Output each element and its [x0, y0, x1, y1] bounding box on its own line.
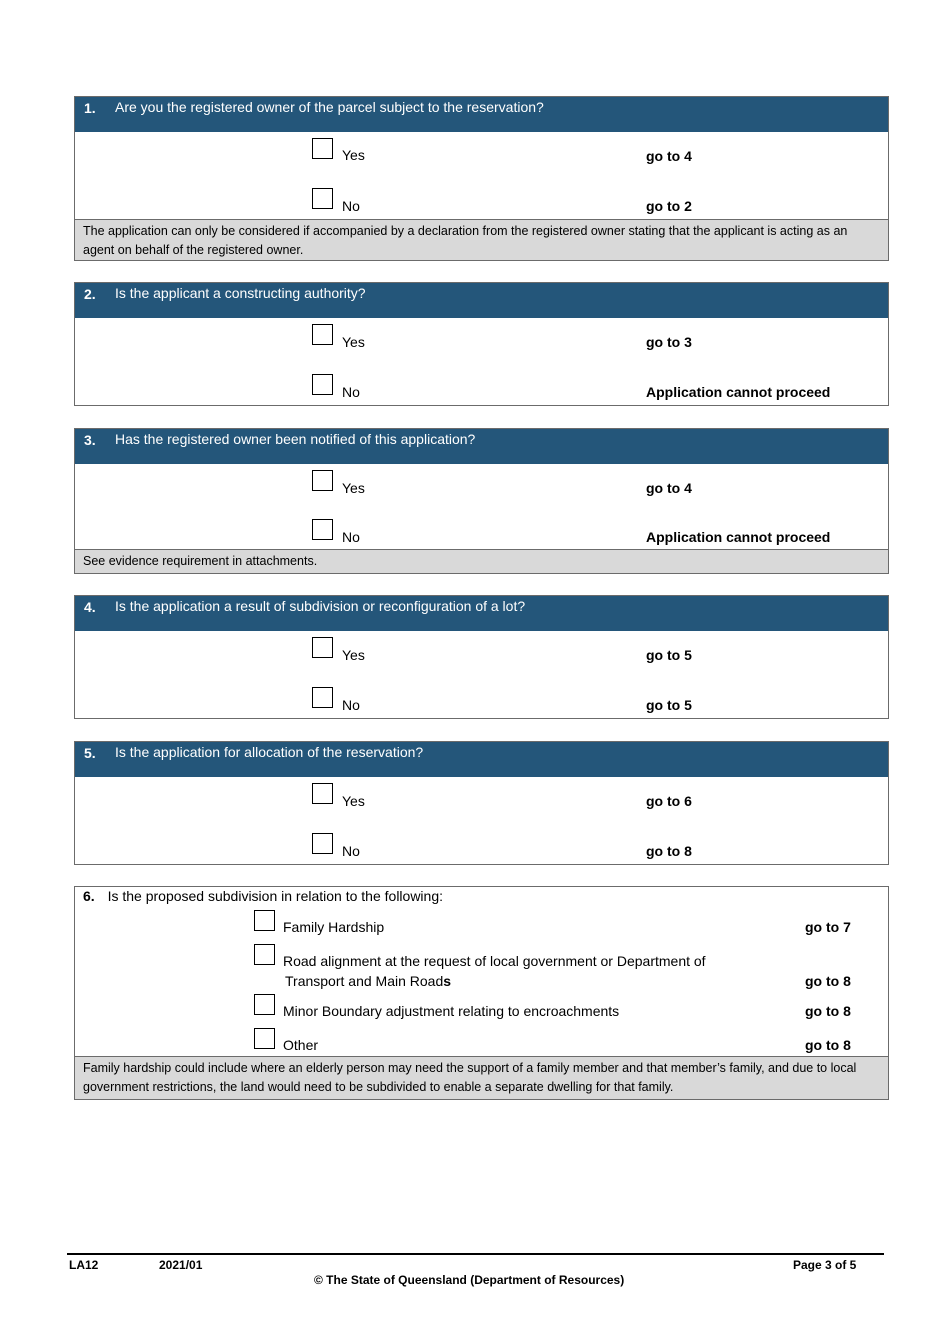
question-text: Is the application a result of subdivision or reconfiguration of a lot?: [115, 598, 526, 614]
goto-instruction: go to 8: [805, 1003, 851, 1019]
question-4: [74, 595, 889, 719]
no-label: No: [342, 697, 360, 713]
yes-checkbox[interactable]: [312, 637, 333, 658]
goto-instruction: go to 8: [805, 1037, 851, 1053]
no-label: No: [342, 843, 360, 859]
yes-label: Yes: [342, 480, 365, 496]
goto-instruction: go to 2: [646, 198, 692, 214]
other-label: Other: [283, 1037, 319, 1053]
goto-instruction: go to 6: [646, 793, 692, 809]
yes-checkbox[interactable]: [312, 324, 333, 345]
road-alignment-label-suffix: s: [443, 973, 452, 989]
question-5-header: [75, 742, 888, 777]
goto-instruction: go to 5: [646, 697, 692, 713]
question-text: Is the applicant a constructing authority?: [115, 285, 366, 301]
question-2: [74, 282, 889, 406]
question-3-header: [75, 429, 888, 464]
yes-checkbox[interactable]: [312, 470, 333, 491]
yes-label: Yes: [342, 647, 365, 663]
page-number: Page 3 of 5: [793, 1258, 857, 1272]
no-checkbox[interactable]: [312, 188, 333, 209]
question-text: Is the proposed subdivision in relation to the following:: [107, 888, 444, 904]
family-hardship-label: Family Hardship: [283, 919, 385, 935]
question-text: Are you the registered owner of the parcel subject to the reservation?: [115, 99, 544, 115]
question-number: 1.: [84, 100, 96, 116]
question-note: The application can only be considered if accompanied by a declaration from the registered owner stating that the applicant is acting as an agent on behalf of the registered owner.: [75, 219, 888, 260]
question-3: [74, 428, 889, 574]
question-text: Has the registered owner been notified of this application?: [115, 431, 476, 447]
goto-instruction: go to 8: [805, 973, 851, 989]
no-label: No: [342, 529, 360, 545]
form-code: LA12: [69, 1258, 99, 1272]
question-number: 4.: [84, 599, 96, 615]
goto-instruction: go to 4: [646, 480, 692, 496]
question-6-header: [83, 888, 443, 904]
goto-instruction: go to 7: [805, 919, 851, 935]
no-checkbox[interactable]: [312, 374, 333, 395]
yes-label: Yes: [342, 147, 365, 163]
goto-instruction: go to 8: [646, 843, 692, 859]
road-alignment-label-line2: [285, 973, 451, 989]
footer-rule: [67, 1253, 884, 1255]
no-label: No: [342, 198, 360, 214]
minor-boundary-checkbox[interactable]: [254, 994, 275, 1015]
no-checkbox[interactable]: [312, 833, 333, 854]
form-version: 2021/01: [159, 1258, 203, 1272]
question-4-header: [75, 596, 888, 631]
goto-instruction: Application cannot proceed: [646, 529, 831, 545]
other-checkbox[interactable]: [254, 1028, 275, 1049]
no-checkbox[interactable]: [312, 687, 333, 708]
yes-checkbox[interactable]: [312, 783, 333, 804]
question-1-header: [75, 97, 888, 132]
family-hardship-checkbox[interactable]: [254, 910, 275, 931]
no-checkbox[interactable]: [312, 519, 333, 540]
road-alignment-checkbox[interactable]: [254, 944, 275, 965]
question-2-header: [75, 283, 888, 318]
question-number: 3.: [84, 432, 96, 448]
question-6: [74, 886, 889, 1100]
minor-boundary-label: Minor Boundary adjustment relating to encroachments: [283, 1003, 620, 1019]
question-number: 5.: [84, 745, 96, 761]
goto-instruction: go to 4: [646, 148, 692, 164]
goto-instruction: Application cannot proceed: [646, 384, 831, 400]
question-5: [74, 741, 889, 865]
question-text: Is the application for allocation of the reservation?: [115, 744, 424, 760]
question-1: [74, 96, 889, 261]
question-note: See evidence requirement in attachments.: [75, 549, 888, 573]
goto-instruction: go to 3: [646, 334, 692, 350]
question-number: 6.: [83, 888, 95, 904]
question-number: 2.: [84, 286, 96, 302]
yes-label: Yes: [342, 334, 365, 350]
goto-instruction: go to 5: [646, 647, 692, 663]
copyright: © The State of Queensland (Department of Resources): [314, 1273, 625, 1287]
question-note: Family hardship could include where an elderly person may need the support of a family member and that member’s family, and due to local government restrictions, the land would need to be subdivided to enable a separate dwelling for that family.: [75, 1056, 888, 1099]
yes-checkbox[interactable]: [312, 138, 333, 159]
road-alignment-label-text: Transport and Main Road: [285, 973, 444, 989]
road-alignment-label-line1: Road alignment at the request of local government or Department of: [283, 953, 706, 969]
no-label: No: [342, 384, 360, 400]
yes-label: Yes: [342, 793, 365, 809]
